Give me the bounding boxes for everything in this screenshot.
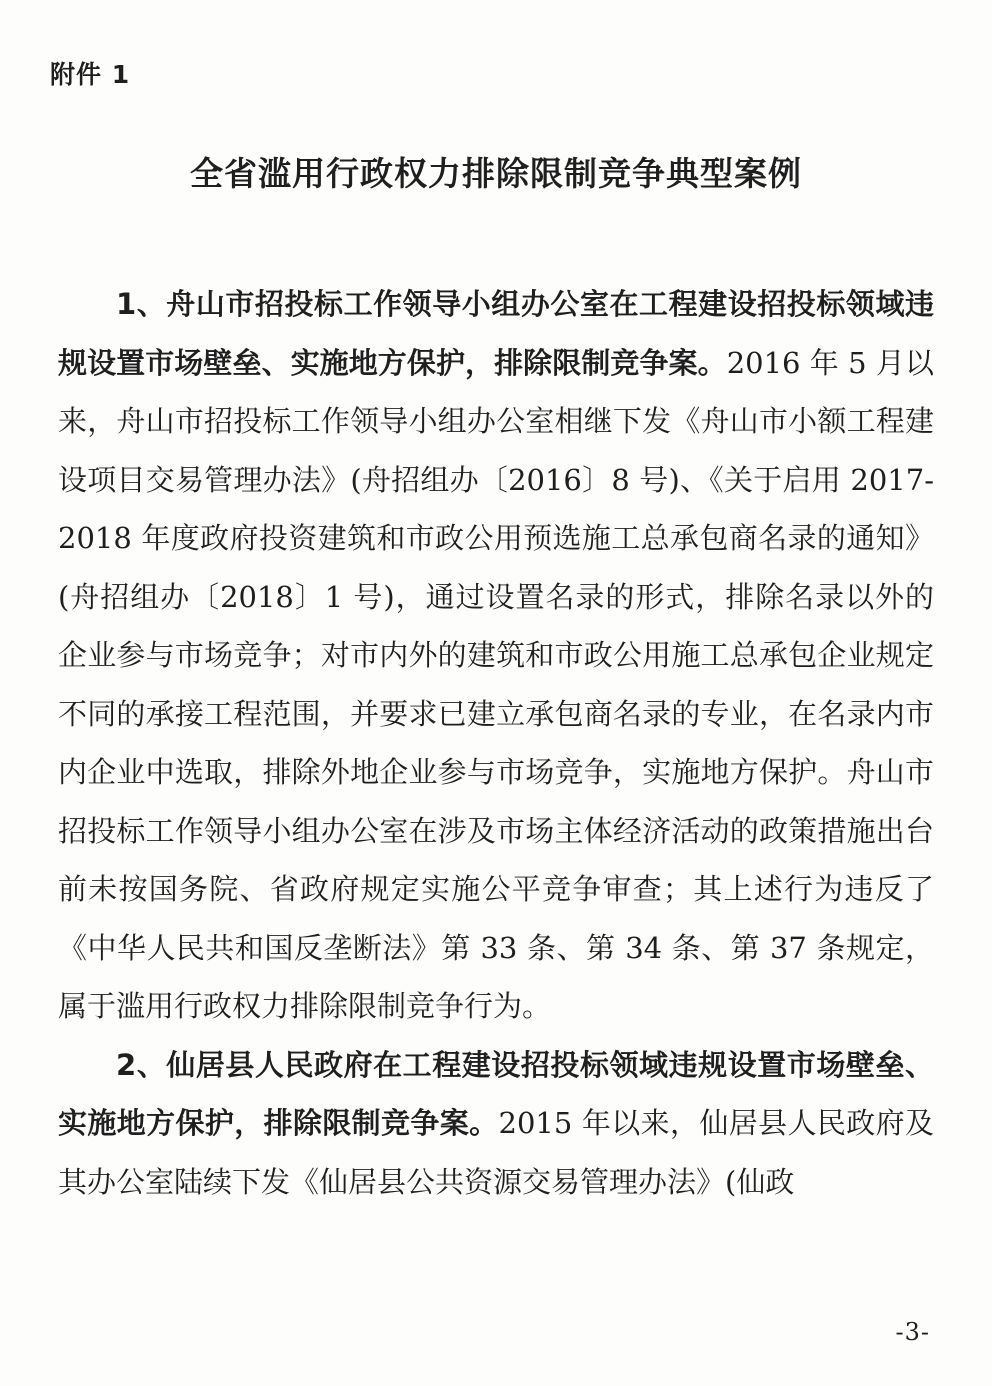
document-body: [58, 275, 934, 1211]
case-1-text: 2016 年 5 月以来，舟山市招投标工作领导小组办公室相继下发《舟山市小额工程建设项目交易管理办法》(舟招组办〔2016〕8 号)、《关于启用 2017-2018 年度政府投资建筑和市政公用预选施工总承包商名录的通知》(舟招组办〔2018〕1 号)，通过设置名录的形式，排除名录以外的企业参与市场竞争；对市内外的建筑和市政公用施工总承包企业规定不同的承接工程范围，并要求已建立承包商名录的专业，在名录内市内企业中选取，排除外地企业参与市场竞争，实施地方保护。舟山市招投标工作领导小组办公室在涉及市场主体经济活动的政策措施出台前未按国务院、省政府规定实施公平竞争审查；其上述行为违反了《中华人民共和国反垄断法》第 33 条、第 34 条、第 37 条规定，属于滥用行政权力排除限制竞争行为。: [58, 345, 934, 1023]
page-number: -3-: [895, 1318, 930, 1346]
attachment-label: 附件 1: [50, 60, 131, 89]
case-paragraph-2: [58, 1036, 934, 1212]
case-2-heading: 2、仙居县人民政府在工程建设招投标领域违规设置市场壁垒、实施地方保护，排除限制竞争案。: [58, 1047, 934, 1140]
case-2-text: 2015 年以来，仙居县人民政府及其办公室陆续下发《仙居县公共资源交易管理办法》(仙政: [58, 1106, 934, 1199]
case-1-heading: 1、舟山市招投标工作领导小组办公室在工程建设招投标领域违规设置市场壁垒、实施地方保护，排除限制竞争案。: [58, 287, 934, 380]
case-paragraph-1: [58, 275, 934, 1036]
document-title: 全省滥用行政权力排除限制竞争典型案例: [190, 154, 802, 193]
